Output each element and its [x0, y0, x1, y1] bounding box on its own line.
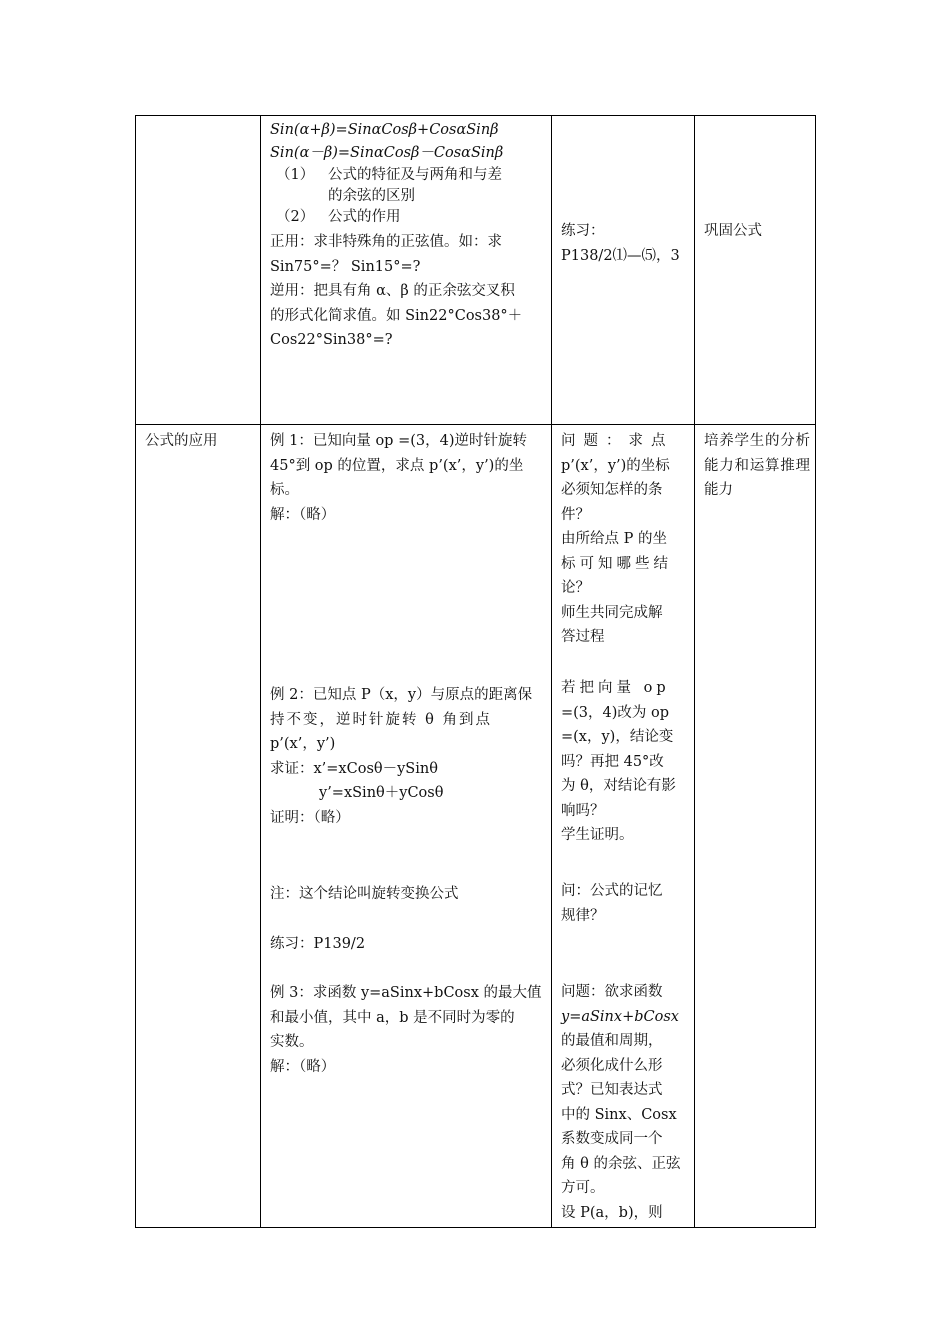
item-2 [276, 207, 546, 228]
reverse-use-line2: 的形式化简求值。如 Sin22°Cos38°＋ [270, 307, 523, 324]
formula-sin-sum: Sin(α+β)=SinαCosβ+CosαSinβ [270, 122, 499, 138]
example-3-line3: 实数。 [270, 1034, 314, 1050]
purpose-consolidate: 巩固公式 [704, 223, 762, 239]
example-2-prove-row1 [270, 757, 546, 782]
example-1 [270, 429, 546, 527]
example-2 [270, 683, 546, 830]
column-divider-3 [694, 115, 695, 1228]
row-divider [135, 424, 816, 425]
question-1-line2: p’(x’，y’)的坐标 [561, 457, 670, 474]
purpose-ability: 培养学生的分析能力和运算推理能力 [704, 433, 810, 498]
question-4-line2: y=aSinx+bCosx [561, 1008, 679, 1025]
row1-purpose-cell [704, 219, 810, 244]
practice-reference: P138/2⑴—⑸，3 [561, 247, 680, 264]
row1-items [276, 165, 546, 228]
example-2-prove-label: 求证： [270, 760, 314, 777]
question-2-line3: =(x，y)，结论变 [561, 729, 674, 745]
table-border-right [815, 115, 816, 1228]
example-2-prove-eq2: y’=xSinθ＋yCosθ [319, 785, 444, 801]
question-4-line9: 方可。 [561, 1180, 605, 1196]
forward-use-line2: Sin75°=？ Sin15°=? [270, 258, 421, 275]
practice-2 [270, 932, 546, 957]
example-1-line2: 45°到 op 的位置，求点 p’(x’，y’)的坐 [270, 457, 524, 474]
column-divider-2 [551, 115, 552, 1228]
question-3 [561, 879, 689, 928]
question-2-line5: 为 θ，对结论有影 [561, 778, 676, 794]
question-2 [561, 676, 689, 848]
question-2-line4: 吗？再把 45°改 [561, 753, 664, 770]
question-1-line5: 由所给点 P 的坐 [561, 531, 667, 547]
example-2-line3: p’(x’，y’) [270, 736, 336, 752]
example-3-line1: 例 3：求函数 y=aSinx+bCosx 的最大值 [270, 985, 542, 1001]
question-4 [561, 980, 689, 1225]
question-1-line4: 件？ [561, 506, 590, 523]
section-title: 公式的应用 [145, 433, 218, 449]
question-3-line1: 问：公式的记忆 [561, 883, 663, 899]
item-1 [276, 165, 546, 207]
example-2-proof: 证明：（略） [270, 809, 350, 826]
example-2-prove-eq1: x’=xCosθ－ySinθ [313, 760, 438, 777]
row1-uses [270, 230, 546, 353]
example-3-solution: 解：（略） [270, 1058, 336, 1075]
example-3 [270, 981, 546, 1079]
example-1-line3: 标。 [270, 482, 299, 498]
question-2-line7: 学生证明。 [561, 827, 634, 843]
table-border-bottom [135, 1227, 816, 1228]
reverse-use-line1: 逆用：把具有角 α、β 的正余弦交叉积 [270, 283, 515, 299]
rotation-note [270, 882, 546, 907]
question-2-line1: 若把向量 op [561, 680, 670, 696]
question-1-line9: 答过程 [561, 629, 605, 645]
question-4-line8: 角 θ 的余弦、正弦 [561, 1155, 681, 1172]
question-1-line6: 标可知哪些结 [561, 555, 672, 572]
item-1-number: （1） [276, 167, 315, 183]
item-2-text: 公式的作用 [328, 209, 401, 225]
item-1-text-line2: 的余弦的区别 [328, 188, 415, 204]
table-border-top [135, 115, 816, 116]
question-4-line10: 设 P(a，b)，则 [561, 1204, 663, 1221]
example-1-solution: 解：（略） [270, 506, 336, 523]
practice-label: 练习： [561, 223, 605, 239]
practice-2-text: 练习：P139/2 [270, 936, 366, 952]
question-1-line1: 问题：求点 [561, 433, 674, 449]
question-4-line4: 必须化成什么形 [561, 1057, 663, 1074]
example-3-line2: 和最小值，其中 a，b 是不同时为零的 [270, 1009, 515, 1026]
row1-content-cell [270, 119, 546, 165]
question-1-line7: 论？ [561, 580, 590, 596]
question-4-line7: 系数变成同一个 [561, 1131, 663, 1147]
item-1-text-line1: 公式的特征及与两角和与差 [328, 167, 502, 183]
column-divider-1 [260, 115, 261, 1228]
table-border-left [135, 115, 136, 1228]
question-4-line1: 问题：欲求函数 [561, 984, 663, 1000]
question-4-line6: 中的 Sinx、Cosx [561, 1106, 677, 1123]
section-title-cell [145, 429, 257, 454]
question-4-line3: 的最值和周期， [561, 1033, 663, 1049]
question-1 [561, 429, 689, 650]
note-text: 注：这个结论叫旋转变换公式 [270, 886, 459, 902]
example-1-line1: 例 1：已知向量 op =(3，4)逆时针旋转 [270, 433, 527, 449]
question-2-line2: =(3，4)改为 op [561, 704, 670, 721]
reverse-use-line3: Cos22°Sin38°=? [270, 332, 393, 348]
forward-use-line1: 正用：求非特殊角的正弦值。如：求 [270, 234, 502, 250]
example-2-line1: 例 2：已知点 P（x，y）与原点的距离保 [270, 687, 533, 703]
question-1-line3: 必须知怎样的条 [561, 482, 663, 498]
row1-activity-cell [561, 219, 689, 268]
question-2-line6: 响吗？ [561, 802, 605, 819]
formula-sin-difference: Sin(α－β)=SinαCosβ－CosαSinβ [270, 145, 504, 161]
row2-purpose-cell [704, 429, 810, 503]
example-2-line2: 持不变，逆时针旋转 θ 角到点 [270, 711, 492, 728]
item-2-number: （2） [276, 209, 315, 225]
question-1-line8: 师生共同完成解 [561, 604, 663, 621]
question-3-line2: 规律？ [561, 907, 605, 924]
question-4-line5: 式？已知表达式 [561, 1082, 663, 1098]
